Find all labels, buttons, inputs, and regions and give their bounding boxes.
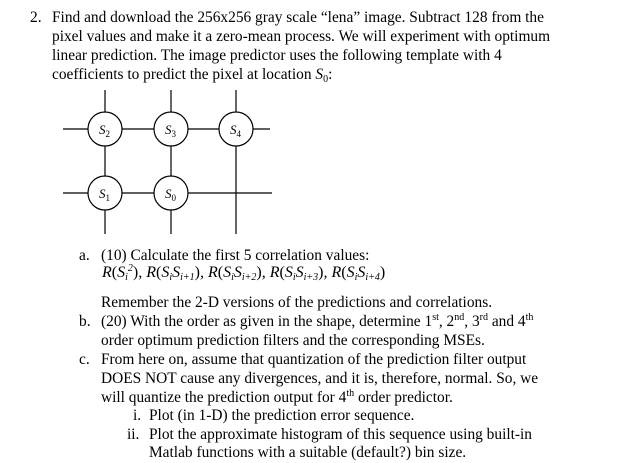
ordinal-nd: nd: [454, 312, 465, 323]
ordinal-3: , 3: [464, 313, 480, 330]
part-b-line-1-text: (20) With the order as given in the shape, determine 1: [101, 313, 433, 330]
target-pixel: S: [315, 66, 324, 83]
node-s2-label: $S_2$: [99, 122, 110, 139]
node-s1-label: $S_1$: [99, 186, 110, 203]
problem-number: 2.: [30, 9, 42, 26]
part-a-note: Remember the 2-D versions of the predictions and correlations.: [101, 294, 493, 311]
part-b-line-1: [101, 313, 533, 331]
target-pixel-sub: 0: [323, 74, 329, 85]
intro-line-2: pixel values and make it a zero-mean process. We will experiment with optimum: [52, 28, 551, 45]
intro-line-1: Find and download the 256x256 gray scale “lena” image. Subtract 128 from the: [52, 9, 544, 26]
ordinal-4: and 4: [487, 313, 526, 330]
correlation-formula: $R(S_i^2)$, $R(S_iS_{i+1})$, $R(S_iS_{i+2})$, $R(S_iS_{i+3})$, $R(S_iS_{i+4})$: [102, 263, 386, 283]
part-c-line-3-end: order predictor.: [354, 389, 453, 406]
item-ii-line-2: Matlab functions with a suitable (default?) bin size.: [149, 444, 467, 461]
part-c-line-3: [101, 389, 453, 407]
ordinal-st: st: [432, 312, 439, 323]
part-c-label: c.: [79, 351, 90, 368]
item-ii-label: ii.: [127, 426, 140, 443]
ordinal-rd: rd: [479, 312, 488, 323]
part-b-line-2: order optimum prediction filters and the corresponding MSEs.: [101, 332, 485, 349]
ordinal-2: , 2: [438, 313, 455, 330]
item-ii-line-1: Plot the approximate histogram of this sequence using built-in: [149, 426, 532, 443]
part-a-text: (10) Calculate the first 5 correlation values:: [101, 247, 370, 264]
node-s0-label: $S_0$: [165, 186, 176, 203]
node-s4-label: $S_4$: [230, 122, 241, 139]
part-b-label: b.: [79, 313, 91, 330]
intro-line-4-text: coefficients to predict the pixel at location: [52, 66, 316, 83]
part-a-label: a.: [79, 247, 90, 264]
intro-end: :: [328, 66, 333, 83]
part-c-line-3-text: will quantize the prediction output for 4: [101, 389, 347, 406]
node-s3-label: $S_3$: [165, 122, 176, 139]
part-c-line-2: DOES NOT cause any divergences, and it is, therefore, normal. So, we: [101, 370, 539, 387]
ordinal-th: th: [525, 312, 534, 323]
part-c-line-1: From here on, assume that quantization of the prediction filter output: [101, 351, 527, 368]
ordinal-th-c: th: [346, 388, 355, 399]
intro-line-3: linear prediction. The image predictor uses the following template with 4: [52, 47, 502, 64]
item-i-text: Plot (in 1-D) the prediction error sequence.: [149, 407, 415, 424]
item-i-label: i.: [133, 407, 142, 424]
